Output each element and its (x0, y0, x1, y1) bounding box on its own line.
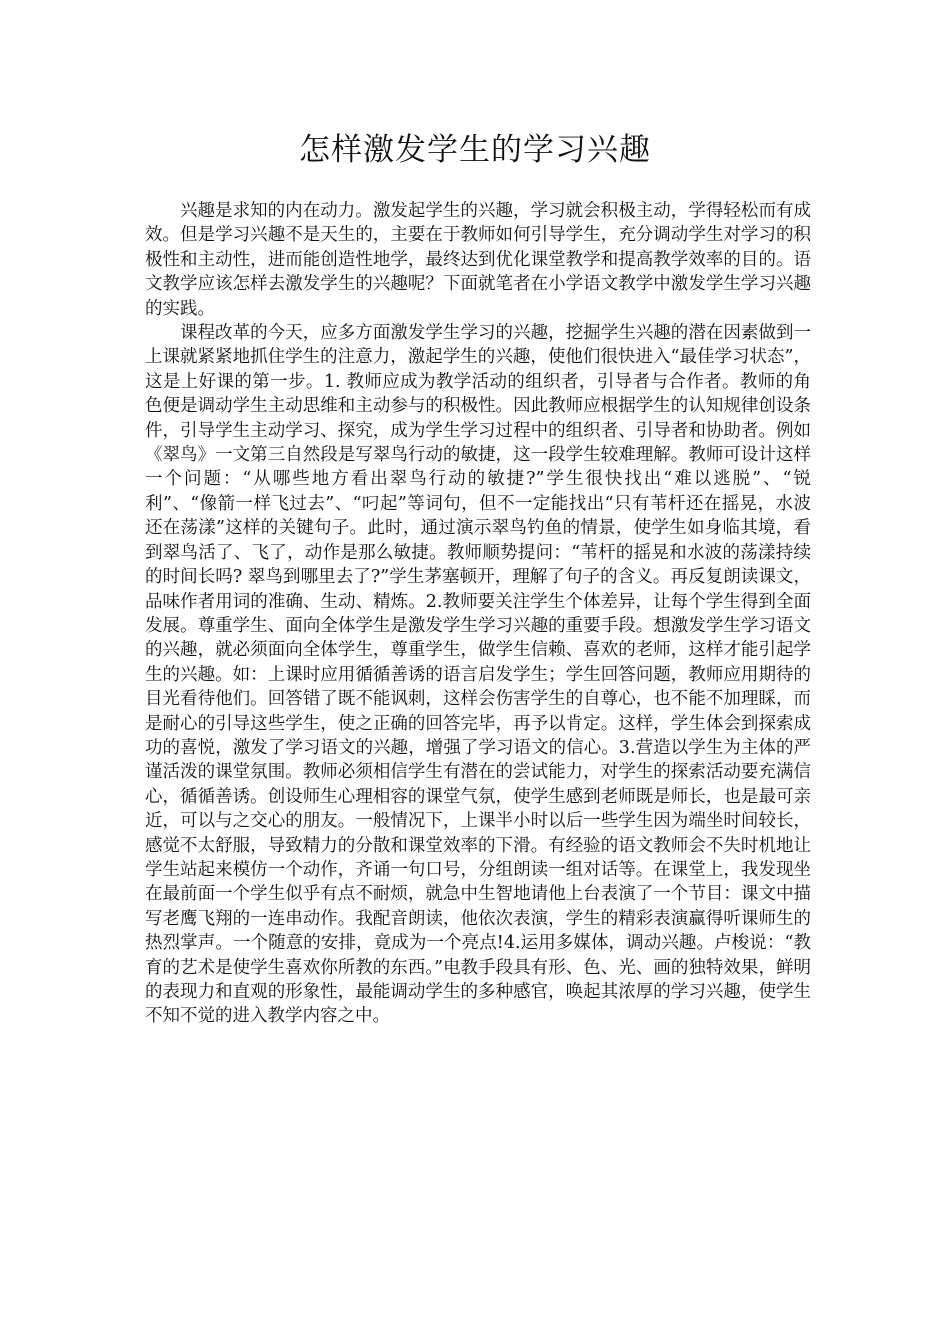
paragraph-main: 课程改革的今天，应多方面激发学生学习的兴趣，挖掘学生兴趣的潜在因素做到一上课就紧紧地抓住学生的注意力，激起学生的兴趣，使他们很快进入“最佳学习状态”，这是上好课的第一步。1. 教师应成为教学活动的组织者，引导者与合作者。教师的角色便是调动学生主动思维和主动参与的积极性。因此教师应根据学生的认知规律创设条件，引导学生主动学习、探究，成为学生学习过程中的组织者、引导者和协助者。例如《翠鸟》一文第三自然段是写翠鸟行动的敏捷，这一段学生较难理解。教师可设计这样一个问题：“从哪些地方看出翠鸟行动的敏捷?”学生很快找出“难以逃脱”、“锐利”、“像箭一样飞过去”、“叼起”等词句，但不一定能找出“只有苇杆还在摇晃，水波还在荡漾”这样的关键句子。此时，通过演示翠鸟钓鱼的情景，使学生如身临其境，看到翠鸟活了、飞了，动作是那么敏捷。教师顺势提问：“苇杆的摇晃和水波的荡漾持续的时间长吗? 翠鸟到哪里去了?”学生茅塞顿开，理解了句子的含义。再反复朗读课文，品味作者用词的准确、生动、精炼。2.教师要关注学生个体差异，让每个学生得到全面发展。尊重学生、面向全体学生是激发学生学习兴趣的重要手段。想激发学生学习语文的兴趣，就必须面向全体学生，尊重学生，做学生信赖、喜欢的老师，这样才能引起学生的兴趣。如：上课时应用循循善诱的语言启发学生；学生回答问题，教师应用期待的目光看待他们。回答错了既不能讽刺，这样会伤害学生的自尊心，也不能不加理睬，而是耐心的引导这些学生，使之正确的回答完毕，再予以肯定。这样，学生体会到探索成功的喜悦，激发了学习语文的兴趣，增强了学习语文的信心。3.营造以学生为主体的严谨活泼的课堂氛围。教师必须相信学生有潜在的尝试能力，对学生的探索活动要充满信心，循循善诱。创设师生心理相容的课堂气氛，使学生感到老师既是师长，也是最可亲近，可以与之交心的朋友。一般情况下，上课半小时以后一些学生因为端坐时间较长，感觉不太舒服，导致精力的分散和课堂效率的下滑。有经验的语文教师会不失时机地让学生站起来模仿一个动作，齐诵一句口号，分组朗读一组对话等。在课堂上，我发现坐在最前面一个学生似乎有点不耐烦，就急中生智地请他上台表演了一个节目：课文中描写老鹰飞翔的一连串动作。我配音朗读，他依次表演，学生的精彩表演赢得听课师生的热烈掌声。一个随意的安排，竟成为一个亮点!4.运用多媒体，调动兴趣。卢梭说：“教育的艺术是使学生喜欢你所教的东西。”电教手段具有形、色、光、画的独特效果，鲜明的表现力和直观的形象性，最能调动学生的多种感官，唤起其浓厚的学习兴趣，使学生不知不觉的进入教学内容之中。 (145, 323, 811, 1027)
paragraph-intro: 兴趣是求知的内在动力。激发起学生的兴趣，学习就会积极主动，学得轻松而有成效。但是学习兴趣不是天生的，主要在于教师如何引导学生，充分调动学生对学习的积极性和主动性，进而能创造性地学，最终达到优化课堂教学和提高教学效率的目的。语文教学应该怎样去激发学生的兴趣呢？下面就笔者在小学语文教学中激发学生学习兴趣的实践。 (145, 201, 811, 319)
document-body (145, 199, 811, 1029)
document-title: 怎样激发学生的学习兴趣 (299, 132, 651, 168)
